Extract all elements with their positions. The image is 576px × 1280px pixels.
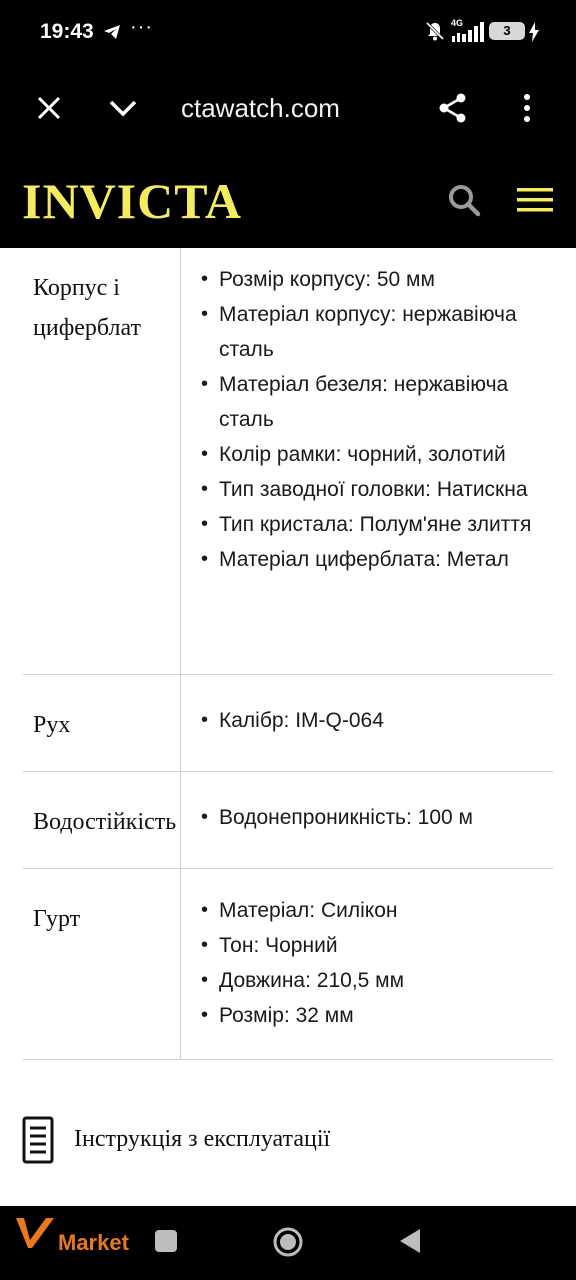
close-icon[interactable] bbox=[33, 92, 65, 124]
share-icon[interactable] bbox=[437, 92, 469, 124]
back-button-icon[interactable] bbox=[398, 1228, 422, 1254]
spec-item: • Матеріал циферблата: Метал bbox=[201, 542, 553, 577]
spec-row-water-resistance bbox=[23, 772, 553, 869]
navigation-bar bbox=[0, 1206, 576, 1280]
recent-apps-button[interactable] bbox=[155, 1230, 177, 1252]
site-header bbox=[0, 152, 576, 248]
home-button-icon[interactable] bbox=[272, 1226, 304, 1258]
network-type: 4G bbox=[451, 18, 464, 28]
spec-item: • Тип кристала: Полум'яне злиття bbox=[201, 507, 553, 542]
spec-row-movement bbox=[23, 675, 553, 772]
browser-toolbar bbox=[0, 64, 576, 153]
spec-row-case bbox=[23, 248, 553, 675]
document-icon bbox=[22, 1116, 54, 1164]
url-bar[interactable]: ctawatch.com bbox=[181, 93, 340, 123]
spec-values bbox=[181, 772, 553, 868]
spec-row-strap bbox=[23, 869, 553, 1060]
telegram-icon bbox=[102, 22, 122, 42]
spec-label: Гурт bbox=[23, 869, 181, 1059]
spec-item: • Тип заводної головки: Натискна bbox=[201, 472, 553, 507]
signal-icon bbox=[452, 22, 484, 42]
spec-values bbox=[181, 869, 553, 1059]
invicta-logo[interactable]: INVICTA bbox=[22, 173, 242, 229]
manual-label: Інструкція з експлуатації bbox=[74, 1126, 331, 1152]
more-vertical-icon[interactable] bbox=[511, 92, 543, 124]
bell-muted-icon bbox=[424, 20, 446, 42]
spec-item: • Калібр: IM-Q-064 bbox=[201, 703, 553, 738]
market-watermark: Market bbox=[58, 1230, 129, 1255]
spec-item: • Розмір: 32 мм bbox=[201, 998, 553, 1033]
spec-item: • Довжина: 210,5 мм bbox=[201, 963, 553, 998]
charging-icon bbox=[528, 22, 540, 42]
spec-item: • Тон: Чорний bbox=[201, 928, 553, 963]
spec-item: • Матеріал корпусу: нержавіюча сталь bbox=[201, 297, 553, 367]
market-logo-icon bbox=[14, 1214, 56, 1254]
spec-table bbox=[23, 248, 553, 1060]
more-notifications-icon: ··· bbox=[130, 16, 153, 38]
spec-label: Водостійкість bbox=[23, 772, 181, 868]
spec-label: Корпус і циферблат bbox=[23, 248, 181, 674]
spec-item: • Матеріал: Силікон bbox=[201, 893, 553, 928]
status-time: 19:43 bbox=[40, 20, 94, 43]
manual-link[interactable] bbox=[22, 1116, 422, 1166]
spec-values bbox=[181, 248, 553, 674]
hamburger-menu-icon[interactable] bbox=[517, 186, 553, 214]
status-bar bbox=[0, 0, 576, 64]
search-icon[interactable] bbox=[446, 182, 482, 218]
spec-item: • Розмір корпусу: 50 мм bbox=[201, 262, 553, 297]
spec-item: • Водонепроникність: 100 м bbox=[201, 800, 553, 835]
spec-item: • Матеріал безеля: нержавіюча сталь bbox=[201, 367, 553, 437]
chevron-down-icon[interactable] bbox=[107, 92, 139, 124]
battery-indicator: 3 bbox=[489, 22, 525, 40]
spec-label: Рух bbox=[23, 675, 181, 771]
spec-values bbox=[181, 675, 553, 771]
spec-item: • Колір рамки: чорний, золотий bbox=[201, 437, 553, 472]
